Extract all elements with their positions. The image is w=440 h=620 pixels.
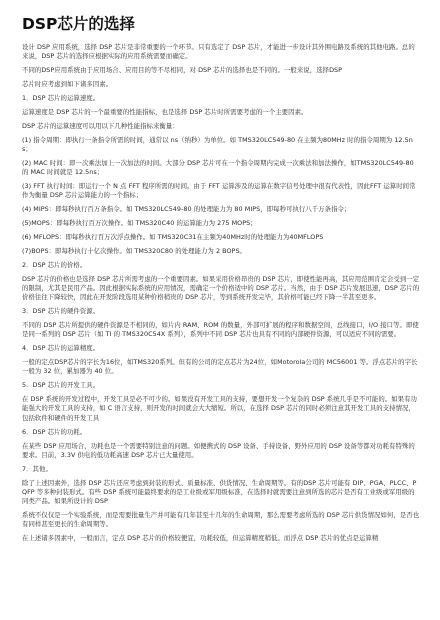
paragraph: (3) FFT 执行时间：即运行一个 N 点 FFT 程序所需的时间。由于 FFT 运算涉及的运算在数字信号处理中很有代表性，因此FFT 运算时间常作为衡量 DSP 芯片运算能力的一个指标；: [22, 182, 416, 200]
paragraph: (6) MFLOPS：即每秒执行百万次浮点操作。如 TMS320C31在主频为40MHz时的处理能力为40MFLOPS: [22, 232, 324, 241]
paragraph: 运算速度是 DSP 芯片的一个最重要的性能指标，也是选择 DSP 芯片时所需要考虑的一个主要因素。: [22, 107, 308, 116]
paragraph: 在上述诸多因素中，一般而言，定点 DSP 芯片的价格较便宜，功耗较低，但运算精度稍低。而浮点 DSP 芯片的优点是运算精: [22, 534, 379, 543]
document-page: [22, 8, 420, 548]
paragraph: 在某些 DSP 应用场合，功耗也是一个需要特别注意的问题。如便携式的 DSP 设备、手持设备、野外应用的 DSP 设备等都对功耗有特殊的要求。目前，3.3V 供电的低功耗高速 DSP 芯片已大量使用。: [22, 441, 415, 459]
section-heading: 6．DSP 芯片的功耗。: [22, 427, 87, 436]
paragraph: DSP 芯片的运算速度可以用以下几种性能指标来衡量：: [22, 121, 179, 130]
section-heading: 1．DSP 芯片的运算速度。: [22, 93, 100, 102]
paragraph: 设计 DSP 应用系统，选择 DSP 芯片是非常重要的一个环节。只有选定了 DSP 芯片，才能进一步设计其外围电路及系统的其他电路。总的来说，DSP 芯片的选择应根据实际的应用系统需要而确定。: [22, 43, 415, 61]
paragraph: 一般的定点DSP芯片的字长为16位，如TMS320系列。但有的公司的定点芯片为24位，如Motorola公司的 MC56001 等。浮点芯片的字长一般为 32 位，累加器为 40 位。: [22, 358, 418, 376]
section-heading: 7．其他。: [22, 464, 52, 473]
section-heading: 2．DSP 芯片的价格。: [22, 260, 87, 269]
paragraph: DSP 芯片的价格也是选择 DSP 芯片所需考虑的一个重要因素。如果采用价格昂贵的 DSP 芯片，即使性能再高，其应用范围肯定会受到一定的限制，尤其是民用产品。因此根据实际系统的应用情况，需确定一个价格适中的 DSP 芯片。当然，由于 DSP 芯片发展迅速，DSP 芯片的价格往往下降较快，因此在开发阶段选用某种价格稍贵的 DSP 芯片，等到系统开发完毕，其价格可能已经下降一半甚至更多。: [22, 274, 420, 302]
document-body: [22, 43, 420, 544]
paragraph: 除了上述因素外，选择 DSP 芯片还应考虑到封装的形式、质量标准、供货情况、生命周期等。有的DSP 芯片可能有 DIP、PGA、PLCC、PQFP 等多种封装形式。有些 DSP 系统可能最终要求的是工业级或军用级标准，在选择时就需要注意到所选的芯片是否有工业级或军用级的同类产品。如果所设计的 DSP: [22, 478, 417, 506]
section-heading: 4．DSP 芯片的运算精度。: [22, 344, 100, 353]
paragraph: (2) MAC 时间：即一次乘法加上一次加法的时间。大部分 DSP 芯片可在一个指令周期内完成一次乘法和加法操作，如TMS320LC549-80 的 MAC 时间就是 12.5ns；: [22, 158, 414, 177]
page-title: DSP芯片的选择: [22, 15, 135, 33]
paragraph: 不同的 DSP 芯片所提供的硬件资源是不相同的，如片内 RAM、ROM 的数量，外部可扩展的程序和数据空间，总线接口，I/O 接口等。即使是同一系列的 DSP 芯片（如 TI 的 TMS320C54X 系列），系列中不同 DSP 芯片也具有不同的内部硬件资源，可以适应不同的需要。: [22, 321, 419, 339]
paragraph: 系统不仅仅是一个实验系统，而是需要批量生产并可能有几年甚至十几年的生命周期，那么需要考虑所选的 DSP 芯片供货情况如何，是否也有同样甚至更长的生命周期等。: [22, 511, 420, 529]
section-heading: 5．DSP 芯片的开发工具。: [22, 381, 100, 390]
paragraph: (1) 指令周期：即执行一条指令所需的时间，通常以 ns（纳秒）为单位。如 TMS320LC549-80 在主频为80MHz 时的指令周期为 12.5ns；: [22, 135, 413, 153]
paragraph: (7)BOPS：即每秒执行十亿次操作。如 TMS320C80 的处理能力为 2 BOPS。: [22, 246, 246, 255]
paragraph: 芯片时应考虑到如下诸多因素。: [22, 80, 113, 89]
section-heading: 3．DSP 芯片的硬件资源。: [22, 307, 100, 316]
paragraph: (4) MIPS：即每秒执行百万条指令。如 TMS320LC549-80 的处理能力为 80 MIPS，即每秒可执行八千万条指令；: [22, 205, 351, 214]
paragraph: 在 DSP 系统的开发过程中，开发工具是必不可少的。如果没有开发工具的支持，要想开发一个复杂的 DSP 系统几乎是不可能的。如果有功能强大的开发工具的支持，如 C 语言支持，则开发的时间就会大大缩短。所以，在选择 DSP 芯片的同时必须注意其开发工具的支持情况，包括软件和硬件的开发工具: [22, 395, 417, 422]
paragraph: 不同的DSP应用系统由于应用场合、应用目的等不尽相同，对 DSP 芯片的选择也是不同的。一般来说，选择DSP: [22, 66, 343, 75]
paragraph: (5)MOPS：即每秒执行百万次操作。如 TMS320C40 的运算能力为 275 MOPS；: [22, 219, 257, 228]
